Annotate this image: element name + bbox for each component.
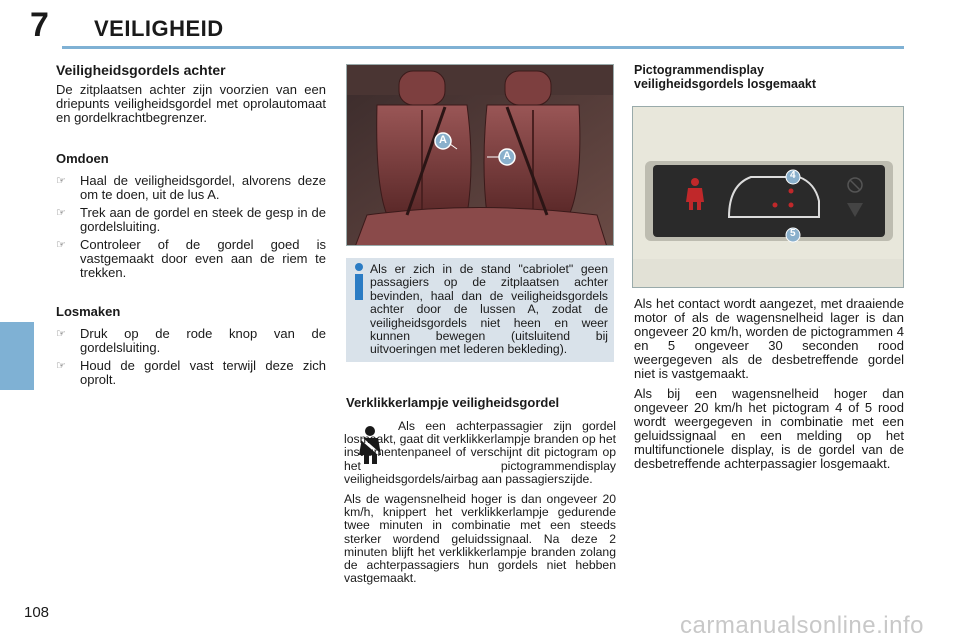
rear-seats-illustration bbox=[347, 65, 614, 246]
callout-5: 5 bbox=[790, 228, 796, 239]
callout-4: 4 bbox=[790, 170, 796, 181]
lamp-section bbox=[344, 420, 616, 585]
left-column bbox=[56, 62, 326, 391]
right-text bbox=[634, 297, 904, 471]
list-item: ☞ Druk op de rode knop van de gordelsluiting. bbox=[56, 326, 326, 355]
lamp-title: Verklikkerlampje veiligheidsgordel bbox=[346, 395, 560, 410]
speed-paragraph: Als de wagensnelheid hoger is dan ongeveer 20 km/h, knippert het verklikkerlampje gedurende twee minuten in combinatie met een steeds sterker wordend geluidssignaal. Na deze 2 minuten blijft het verklikkerlampje branden zolang de achterpassagiers hun gordels niet hebben vastgemaakt. bbox=[344, 492, 616, 586]
intro-paragraph: De zitplaatsen achter zijn voorzien van een driepunts veiligheidsgordel met oprolautomaat en gordelkrachtbegrenzer. bbox=[56, 82, 326, 125]
chapter-title: VEILIGHEID bbox=[94, 16, 224, 41]
list-item: ☞ Houd de gordel vast terwijl deze zich oprolt. bbox=[56, 358, 326, 387]
pointer-hand-icon: ☞ bbox=[56, 360, 66, 372]
chapter-number: 7 bbox=[30, 6, 49, 44]
display-title-line2: veiligheidsgordels losgemaakt bbox=[634, 77, 817, 91]
pointer-hand-icon: ☞ bbox=[56, 175, 66, 187]
pointer-hand-icon: ☞ bbox=[56, 328, 66, 340]
header-rule bbox=[62, 46, 904, 49]
lamp-paragraph: Als een achterpassagier zijn gordel losmaakt, gaat dit verklikkerlampje branden op het instrumentenpaneel of verschijnt dit pictogram op het pictogrammendisplay veiligheidsgordels/airbag aan passagierszijde. bbox=[344, 419, 616, 486]
omdoen-title: Omdoen bbox=[56, 151, 109, 166]
list-item: ☞ Controleer of de gordel goed is vastgemaakt door even aan de riem te trekken. bbox=[56, 237, 326, 280]
info-icon bbox=[352, 262, 366, 302]
loop-label-a: A bbox=[503, 150, 511, 162]
list-item: ☞ Haal de veiligheidsgordel, alvorens deze om te doen, uit de lus A. bbox=[56, 173, 326, 202]
losmaken-title: Losmaken bbox=[56, 304, 121, 319]
watermark: carmanualsonline.info bbox=[680, 612, 924, 639]
info-box-text-wrap bbox=[370, 263, 608, 357]
list-item: ☞ Trek aan de gordel en steek de gesp in de gordelsluiting. bbox=[56, 205, 326, 234]
loop-label-a: A bbox=[439, 134, 447, 146]
rear-seats-photo bbox=[346, 64, 614, 246]
display-paragraph-1: Als het contact wordt aangezet, met draaiende motor of als de wagensnelheid lager is dan ongeveer 20 km/h, worden de pictogrammen 4 en 5 ongeveer 30 seconden rood weergegeven als de desbetreffende gordel niet is vastgemaakt. bbox=[634, 296, 904, 381]
seatbelt-display-illustration bbox=[633, 107, 904, 288]
info-box-text: Als er zich in de stand "cabriolet" geen passagiers op de zitplaatsen achter bevinden, haal dan de veiligheidsgordels achter door de lussen A, zodat de veiligheidsgordels niet heen en weer kunnen bewegen (uitsluitend bij uitvoeringen met lederen bekleding). bbox=[370, 262, 608, 357]
page-number: 108 bbox=[24, 604, 50, 621]
display-photo bbox=[632, 106, 904, 288]
pointer-hand-icon: ☞ bbox=[56, 207, 66, 219]
section-title: Veiligheidsgordels achter bbox=[56, 62, 226, 78]
display-paragraph-2: Als bij een wagensnelheid hoger dan ongeveer 20 km/h het pictogram 4 of 5 rood wordt weergegeven in combinatie met een geluidssignaal en een melding op het multifunctionele display, is de gordel van de desbetreffende achterpassagier losgemaakt. bbox=[634, 386, 904, 471]
chapter-side-tab bbox=[0, 322, 34, 390]
pointer-hand-icon: ☞ bbox=[56, 239, 66, 251]
display-title-line1: Pictogrammendisplay bbox=[634, 63, 764, 77]
